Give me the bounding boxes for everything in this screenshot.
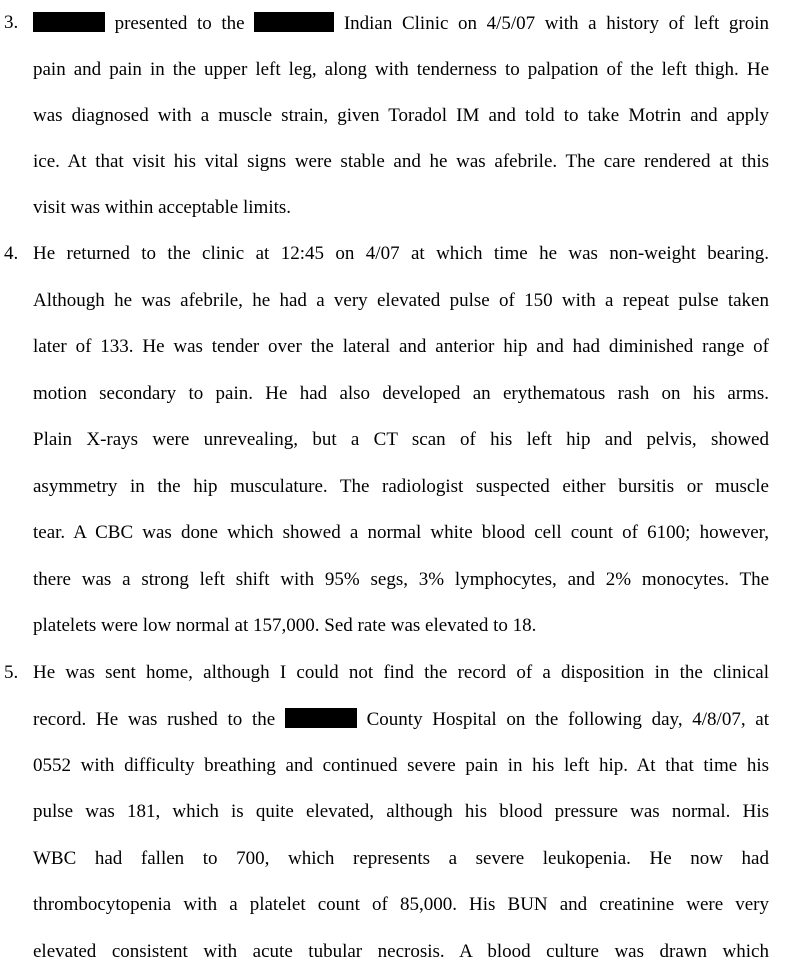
text-line: there was a strong left shift with 95% segs, 3% lymphocytes, and 2% monocytes. The <box>33 569 769 590</box>
text-line: tear. A CBC was done which showed a normal white blood cell count of 6100; however, <box>33 522 769 543</box>
text-line: WBC had fallen to 700, which represents a severe leukopenia. He now had <box>33 848 769 869</box>
text-segment: Indian Clinic on 4/5/07 with a history of left groin <box>343 13 770 34</box>
text-line: asymmetry in the hip musculature. The radiologist suspected either bursitis or muscle <box>33 476 769 497</box>
text-line: He returned to the clinic at 12:45 on 4/07 at which time he was non-weight bearing. <box>33 243 769 264</box>
text-line: ice. At that visit his vital signs were stable and he was afebrile. The care rendered at this <box>33 151 769 172</box>
text-line: Plain X-rays were unrevealing, but a CT scan of his left hip and pelvis, showed <box>33 429 769 450</box>
text-segment: record. He was rushed to the <box>33 709 276 730</box>
paragraph-number: 3. <box>4 12 19 33</box>
paragraph-number: 4. <box>4 243 19 264</box>
text-line <box>33 708 769 731</box>
text-line: Although he was afebrile, he had a very elevated pulse of 150 with a repeat pulse taken <box>33 290 769 311</box>
redaction-box <box>285 708 357 728</box>
text-line: pulse was 181, which is quite elevated, although his blood pressure was normal. His <box>33 801 769 822</box>
redaction-box <box>254 12 334 32</box>
text-line: He was sent home, although I could not find the record of a disposition in the clinical <box>33 662 769 683</box>
paragraph-number: 5. <box>4 662 19 683</box>
text-line: platelets were low normal at 157,000. Sed rate was elevated to 18. <box>33 615 537 636</box>
text-line: elevated consistent with acute tubular necrosis. A blood culture was drawn which <box>33 941 769 962</box>
text-line: thrombocytopenia with a platelet count of 85,000. His BUN and creatinine were very <box>33 894 769 915</box>
text-line: pain and pain in the upper left leg, along with tenderness to palpation of the left thigh. He <box>33 59 769 80</box>
text-line <box>33 12 769 35</box>
text-line: 0552 with difficulty breathing and continued severe pain in his left hip. At that time his <box>33 755 769 776</box>
text-segment: County Hospital on the following day, 4/8/07, at <box>366 709 770 730</box>
text-line: later of 133. He was tender over the lateral and anterior hip and had diminished range of <box>33 336 769 357</box>
text-line: visit was within acceptable limits. <box>33 197 292 218</box>
text-segment: presented to the <box>114 13 245 34</box>
redaction-box <box>33 12 105 32</box>
text-line: motion secondary to pain. He had also developed an erythematous rash on his arms. <box>33 383 769 404</box>
text-line: was diagnosed with a muscle strain, given Toradol IM and told to take Motrin and apply <box>33 105 769 126</box>
